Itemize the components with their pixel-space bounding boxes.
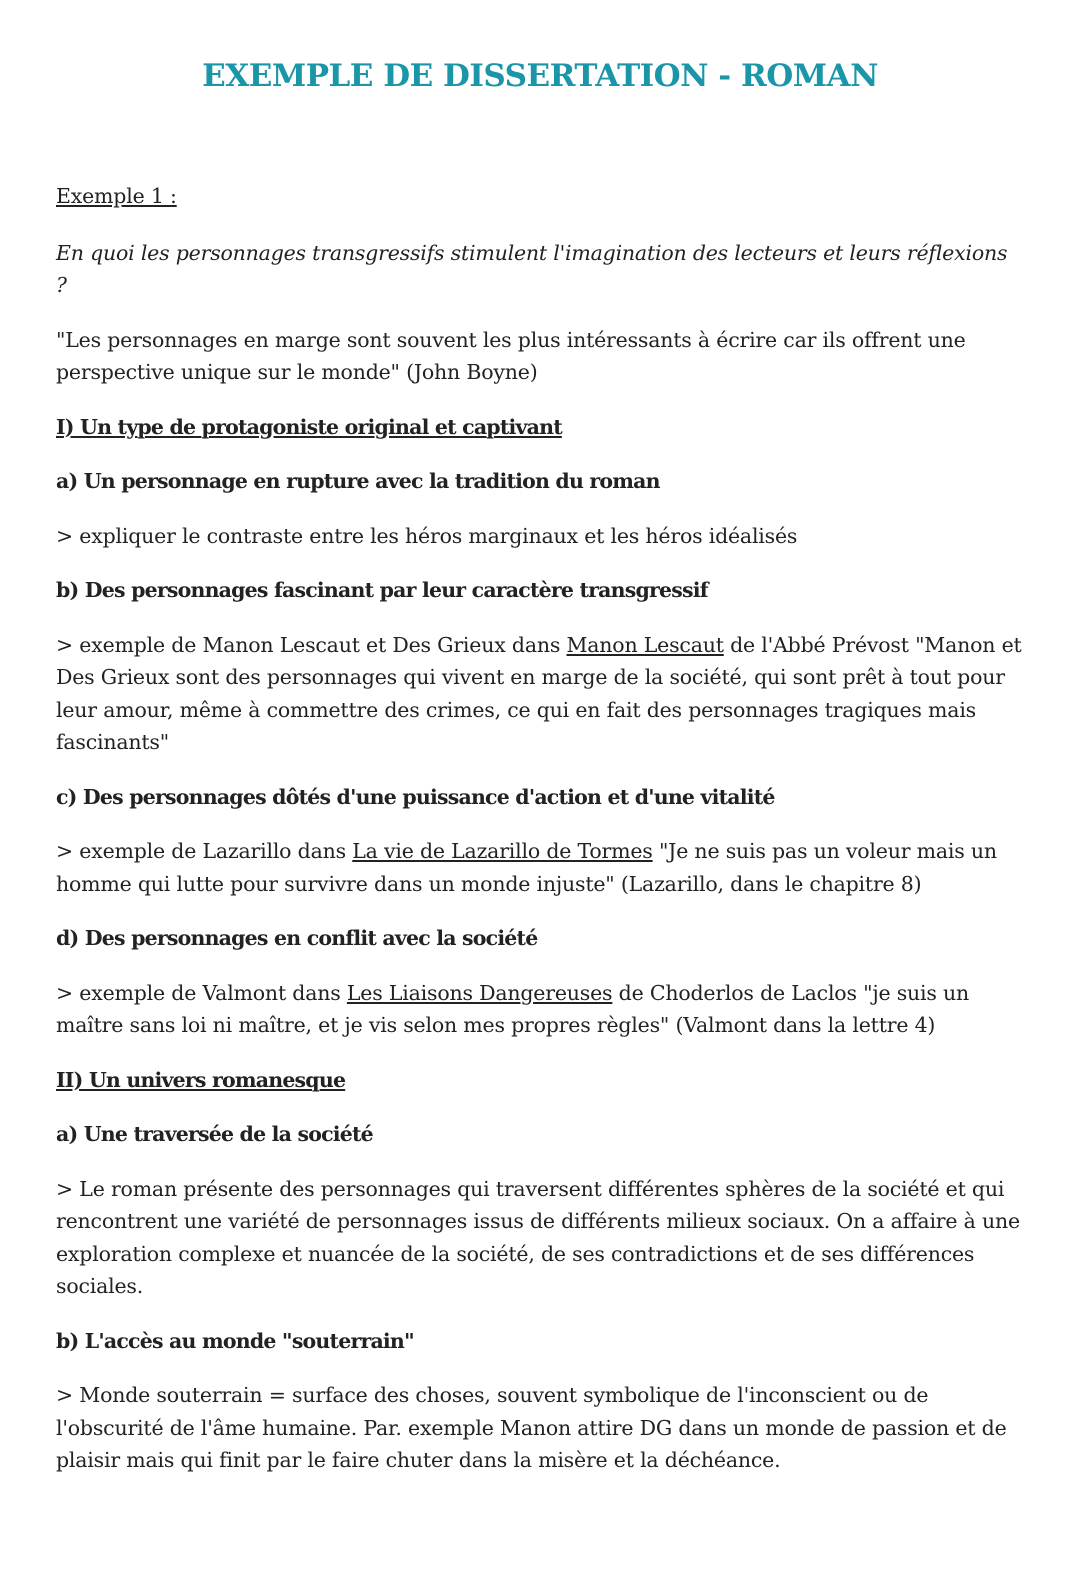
dissertation-question: En quoi les personnages transgressifs stimulent l'imagination des lecteurs et leurs réflexions ? [56, 240, 1008, 297]
example-label: Exemple 1 : [56, 184, 177, 208]
document-body [56, 180, 1024, 1477]
part-1a-heading: a) Un personnage en rupture avec la tradition du roman [56, 469, 660, 493]
part-2b-text: > Monde souterrain = surface des choses, souvent symbolique de l'inconscient ou de l'obscurité de l'âme humaine. Par. exemple Manon attire DG dans un monde de passion et de plaisir mais qui finit par le faire chuter dans la misère et la déchéance. [56, 1383, 1007, 1472]
part-1d-text-after: de Choderlos de Laclos "je suis un maître sans loi ni maître, et je vis selon mes propres règles" (Valmont dans la lettre 4) [56, 980, 970, 1037]
part-1-heading: I) Un type de protagoniste original et captivant [56, 414, 562, 439]
part-1c-text-after: "Je ne suis pas un voleur mais un homme qui lutte pour survivre dans un monde injuste" (Lazarillo, dans le chapitre 8) [56, 839, 997, 896]
part-2b-heading: b) L'accès au monde "souterrain" [56, 1328, 414, 1353]
part-1a-text: > expliquer le contraste entre les héros marginaux et les héros idéalisés [56, 523, 798, 548]
part-2a-text: > Le roman présente des personnages qui traversent différentes sphères de la société et qui rencontrent une variété de personnages issus de différents milieux sociaux. On a affaire à une exploration complexe et nuancée de la société, de ses contradictions et de ses différences sociales. [56, 1176, 1020, 1298]
page-title: EXEMPLE DE DISSERTATION - ROMAN [202, 58, 878, 94]
part-2-heading: II) Un univers romanesque [56, 1067, 346, 1092]
part-1b-text-after: de l'Abbé Prévost "Manon et Des Grieux sont des personnages qui vivent en marge de la société, qui sont prêt à tout pour leur amour, même à commettre des crimes, ce qui en fait des personnages tragiques mais fascinants" [56, 632, 1022, 754]
part-1c-text [56, 835, 1024, 900]
part-1c-text-before: > exemple de Lazarillo dans [56, 839, 353, 863]
part-1d-text-before: > exemple de Valmont dans [56, 980, 347, 1005]
part-1b-text-before: > exemple de Manon Lescaut et Des Grieux dans [56, 632, 567, 657]
work-title-liaisons: Les Liaisons Dangereuses [346, 980, 613, 1005]
work-title-manon-lescaut: Manon Lescaut [566, 632, 724, 657]
part-1b-text [56, 629, 1024, 759]
part-1c-heading: c) Des personnages dôtés d'une puissance d'action et d'une vitalité [56, 784, 775, 809]
part-2a-heading: a) Une traversée de la société [56, 1122, 373, 1146]
epigraph-quote: "Les personnages en marge sont souvent les plus intéressants à écrire car ils offrent une perspective unique sur le monde" (John Boyne) [56, 327, 966, 384]
part-1b-heading: b) Des personnages fascinant par leur caractère transgressif [56, 578, 708, 602]
part-1d-heading: d) Des personnages en conflit avec la société [56, 926, 538, 950]
work-title-lazarillo: La vie de Lazarillo de Tormes [352, 839, 653, 863]
part-1d-text [56, 977, 1024, 1042]
